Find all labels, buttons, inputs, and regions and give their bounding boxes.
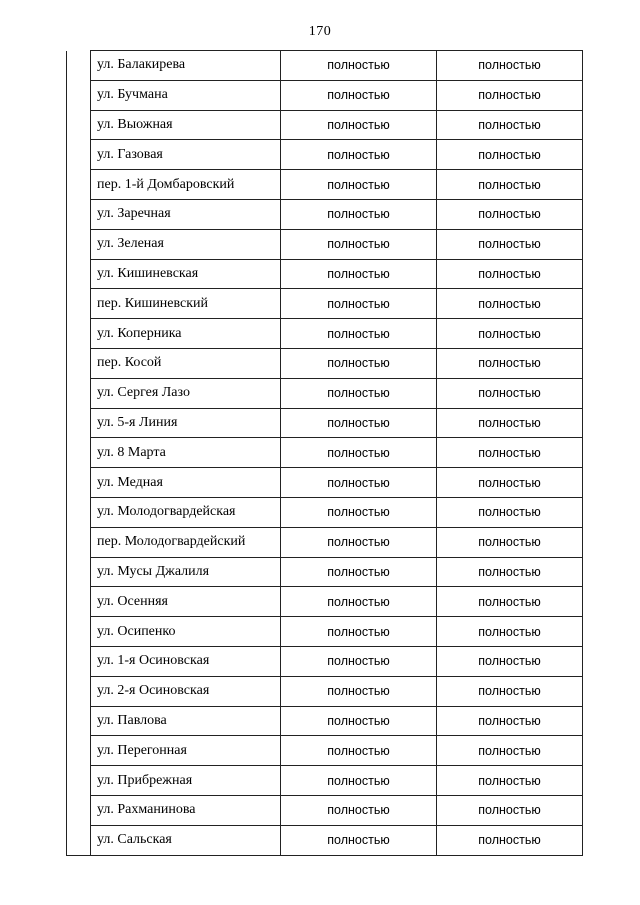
- blank-cell: [67, 766, 91, 796]
- table-row: [67, 527, 583, 557]
- table-row: [67, 199, 583, 229]
- coverage-cell: полностью: [281, 676, 437, 706]
- street-name-cell: ул. Кишиневская: [91, 259, 281, 289]
- table-body: [67, 51, 583, 856]
- table-row: [67, 825, 583, 855]
- coverage-cell: полностью: [281, 110, 437, 140]
- coverage-cell: полностью: [281, 170, 437, 200]
- blank-cell: [67, 199, 91, 229]
- street-name-cell: ул. Мусы Джалиля: [91, 557, 281, 587]
- street-name-cell: ул. Заречная: [91, 199, 281, 229]
- coverage-cell: полностью: [281, 51, 437, 81]
- blank-cell: [67, 825, 91, 855]
- blank-cell: [67, 348, 91, 378]
- table-row: [67, 497, 583, 527]
- coverage-cell: полностью: [437, 438, 583, 468]
- blank-cell: [67, 587, 91, 617]
- coverage-cell: полностью: [437, 229, 583, 259]
- coverage-cell: полностью: [281, 736, 437, 766]
- street-name-cell: ул. 8 Марта: [91, 438, 281, 468]
- table-row: [67, 736, 583, 766]
- table-row: [67, 229, 583, 259]
- coverage-cell: полностью: [437, 825, 583, 855]
- table-row: [67, 348, 583, 378]
- street-name-cell: ул. Павлова: [91, 706, 281, 736]
- coverage-cell: полностью: [437, 289, 583, 319]
- coverage-cell: полностью: [281, 706, 437, 736]
- table-row: [67, 587, 583, 617]
- blank-cell: [67, 259, 91, 289]
- table-row: [67, 140, 583, 170]
- table-row: [67, 170, 583, 200]
- table-row: [67, 766, 583, 796]
- coverage-cell: полностью: [281, 438, 437, 468]
- coverage-cell: полностью: [437, 587, 583, 617]
- table-row: [67, 259, 583, 289]
- coverage-cell: полностью: [437, 557, 583, 587]
- street-name-cell: ул. Бучмана: [91, 80, 281, 110]
- coverage-cell: полностью: [281, 468, 437, 498]
- coverage-cell: полностью: [281, 497, 437, 527]
- coverage-cell: полностью: [281, 348, 437, 378]
- page-number: 170: [308, 24, 332, 39]
- blank-cell: [67, 80, 91, 110]
- blank-cell: [67, 438, 91, 468]
- coverage-cell: полностью: [437, 497, 583, 527]
- blank-cell: [67, 51, 91, 81]
- table-row: [67, 646, 583, 676]
- coverage-cell: полностью: [437, 80, 583, 110]
- street-name-cell: ул. Сергея Лазо: [91, 378, 281, 408]
- coverage-cell: полностью: [437, 736, 583, 766]
- street-name-cell: пер. 1-й Домбаровский: [91, 170, 281, 200]
- street-name-cell: ул. Газовая: [91, 140, 281, 170]
- coverage-cell: полностью: [437, 319, 583, 349]
- street-name-cell: ул. Рахманинова: [91, 795, 281, 825]
- street-name-cell: ул. 1-я Осиновская: [91, 646, 281, 676]
- blank-cell: [67, 319, 91, 349]
- street-name-cell: ул. Прибрежная: [91, 766, 281, 796]
- table-row: [67, 378, 583, 408]
- coverage-cell: полностью: [281, 289, 437, 319]
- street-name-cell: ул. Осипенко: [91, 617, 281, 647]
- coverage-cell: полностью: [437, 617, 583, 647]
- street-name-cell: пер. Косой: [91, 348, 281, 378]
- blank-cell: [67, 557, 91, 587]
- table-row: [67, 51, 583, 81]
- table-row: [67, 319, 583, 349]
- coverage-cell: полностью: [437, 408, 583, 438]
- coverage-cell: полностью: [281, 527, 437, 557]
- street-name-cell: ул. Коперника: [91, 319, 281, 349]
- coverage-cell: полностью: [281, 229, 437, 259]
- coverage-cell: полностью: [437, 468, 583, 498]
- coverage-cell: полностью: [281, 766, 437, 796]
- coverage-cell: полностью: [281, 378, 437, 408]
- coverage-cell: полностью: [437, 170, 583, 200]
- coverage-cell: полностью: [281, 140, 437, 170]
- table-row: [67, 795, 583, 825]
- coverage-cell: полностью: [437, 676, 583, 706]
- table-row: [67, 706, 583, 736]
- coverage-cell: полностью: [437, 199, 583, 229]
- coverage-cell: полностью: [281, 199, 437, 229]
- coverage-cell: полностью: [437, 766, 583, 796]
- blank-cell: [67, 110, 91, 140]
- street-name-cell: ул. Зеленая: [91, 229, 281, 259]
- table-row: [67, 676, 583, 706]
- blank-cell: [67, 229, 91, 259]
- table-row: [67, 438, 583, 468]
- table-row: [67, 468, 583, 498]
- blank-cell: [67, 676, 91, 706]
- table-row: [67, 110, 583, 140]
- coverage-cell: полностью: [281, 646, 437, 676]
- coverage-cell: полностью: [437, 646, 583, 676]
- table-row: [67, 80, 583, 110]
- blank-cell: [67, 408, 91, 438]
- street-name-cell: ул. 5-я Линия: [91, 408, 281, 438]
- blank-cell: [67, 795, 91, 825]
- street-name-cell: ул. Сальская: [91, 825, 281, 855]
- coverage-cell: полностью: [437, 140, 583, 170]
- blank-cell: [67, 140, 91, 170]
- street-name-cell: пер. Кишиневский: [91, 289, 281, 319]
- coverage-cell: полностью: [437, 110, 583, 140]
- street-name-cell: ул. Осенняя: [91, 587, 281, 617]
- table-row: [67, 617, 583, 647]
- coverage-cell: полностью: [437, 51, 583, 81]
- coverage-cell: полностью: [281, 795, 437, 825]
- coverage-cell: полностью: [281, 557, 437, 587]
- street-name-cell: ул. Балакирева: [91, 51, 281, 81]
- street-name-cell: ул. Молодогвардейская: [91, 497, 281, 527]
- blank-cell: [67, 170, 91, 200]
- coverage-cell: полностью: [437, 378, 583, 408]
- blank-cell: [67, 497, 91, 527]
- coverage-cell: полностью: [281, 408, 437, 438]
- coverage-cell: полностью: [437, 795, 583, 825]
- blank-cell: [67, 706, 91, 736]
- street-name-cell: ул. Перегонная: [91, 736, 281, 766]
- coverage-cell: полностью: [437, 706, 583, 736]
- table-row: [67, 289, 583, 319]
- coverage-cell: полностью: [437, 259, 583, 289]
- streets-table: [66, 50, 583, 856]
- blank-cell: [67, 646, 91, 676]
- street-name-cell: пер. Молодогвардейский: [91, 527, 281, 557]
- table-row: [67, 408, 583, 438]
- blank-cell: [67, 378, 91, 408]
- coverage-cell: полностью: [281, 319, 437, 349]
- coverage-cell: полностью: [281, 825, 437, 855]
- blank-cell: [67, 617, 91, 647]
- coverage-cell: полностью: [437, 527, 583, 557]
- blank-cell: [67, 289, 91, 319]
- blank-cell: [67, 736, 91, 766]
- coverage-cell: полностью: [281, 259, 437, 289]
- blank-cell: [67, 527, 91, 557]
- coverage-cell: полностью: [437, 348, 583, 378]
- coverage-cell: полностью: [281, 80, 437, 110]
- street-name-cell: ул. 2-я Осиновская: [91, 676, 281, 706]
- table-row: [67, 557, 583, 587]
- street-name-cell: ул. Выожная: [91, 110, 281, 140]
- coverage-cell: полностью: [281, 617, 437, 647]
- coverage-cell: полностью: [281, 587, 437, 617]
- blank-cell: [67, 468, 91, 498]
- street-name-cell: ул. Медная: [91, 468, 281, 498]
